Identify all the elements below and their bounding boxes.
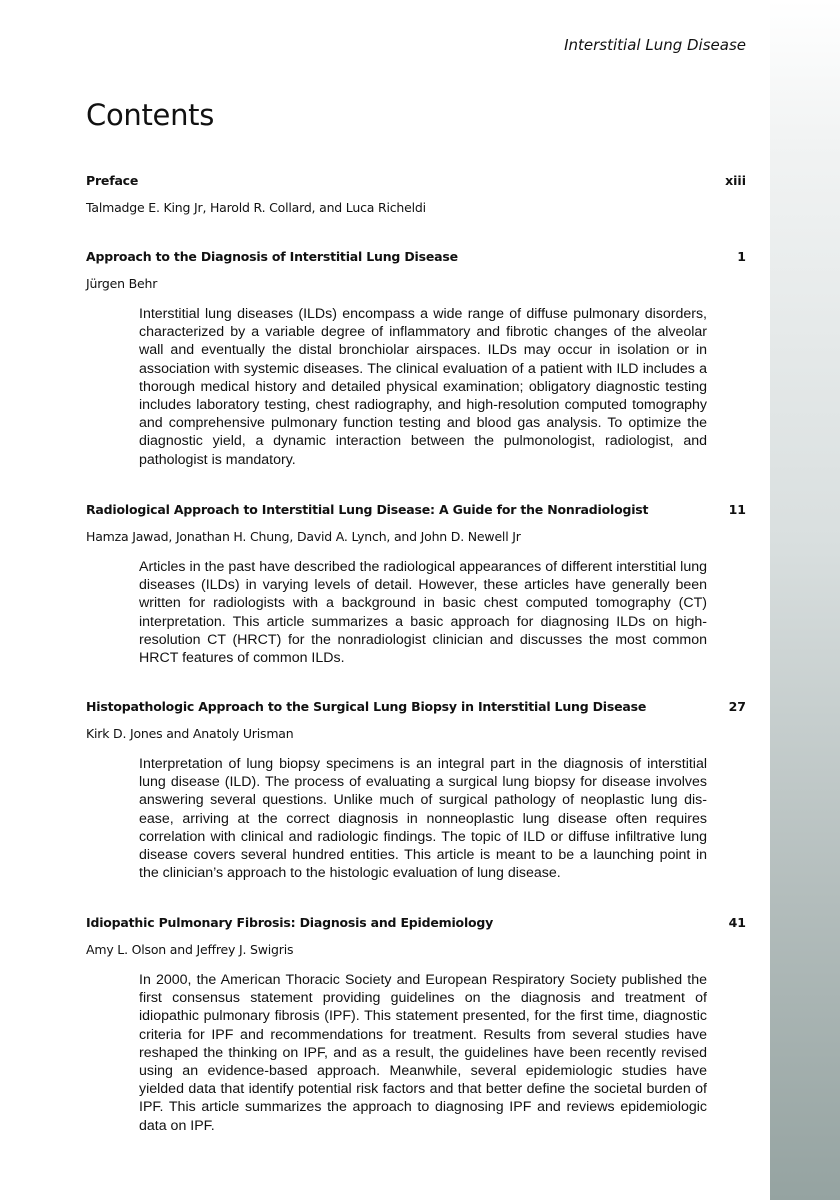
toc-entry-authors: Hamza Jawad, Jonathan H. Chung, David A. Lynch, and John D. Newell Jr — [86, 529, 521, 544]
toc-entry-title[interactable]: Histopathologic Approach to the Surgical Lung Biopsy in Interstitial Lung Disease — [86, 699, 647, 714]
toc-entry-authors: Jürgen Behr — [86, 276, 158, 291]
toc-entry-abstract: Interstitial lung diseases (ILDs) encompass a wide range of diffuse pulmonary disorders, characterized by a variable degree of inflammatory and fibrotic changes of the alveolar wall and eventually the distal bronchiolar airspaces. ILDs may occur in isolation or in association with systemic diseases. The clinical evaluation of a patient with ILD includes a thorough medical history and detailed physical examination; obligatory diagnostic testing includes laboratory testing, chest radiography, and high-resolution computed tomography and comprehensive pulmonary function testing and blood gas analysis. To optimize the diagnostic yield, a dynamic interaction between the pulmonologist, radiologist, and pathologist is mandatory. — [139, 306, 707, 468]
toc-entry-diagnosis-approach — [86, 249, 746, 469]
page-title: Contents — [86, 98, 215, 132]
toc-entry-page-number[interactable]: 27 — [728, 699, 746, 714]
toc-entry-heading — [86, 249, 746, 271]
running-header: Interstitial Lung Disease — [564, 36, 746, 54]
toc-entry-authors: Kirk D. Jones and Anatoly Urisman — [86, 726, 294, 741]
toc-entry-authors: Amy L. Olson and Jeffrey J. Swigris — [86, 942, 294, 957]
toc-entry-page-number[interactable]: xiii — [725, 173, 746, 188]
toc-entry-abstract: Articles in the past have described the radiological appearances of different interstitial lung diseases (ILDs) in varying levels of detail. However, these articles have generally been written for radiologists with a background in basic chest computed tomography (CT) interpretation. This article summarizes a basic approach for diagnosing ILDs on high-resolution CT (HRCT) for the nonradiologist clinician and discusses the most common HRCT features of common ILDs. — [139, 559, 707, 667]
toc-entry-heading — [86, 502, 746, 524]
toc-entry-title[interactable]: Preface — [86, 173, 139, 188]
toc-entry-title[interactable]: Idiopathic Pulmonary Fibrosis: Diagnosis and Epidemiology — [86, 915, 494, 930]
toc-entry-heading — [86, 915, 746, 937]
toc-entry-radiological-approach — [86, 502, 746, 667]
toc-entry-page-number[interactable]: 1 — [737, 249, 746, 264]
side-gradient-band — [770, 0, 840, 1200]
toc-entry-heading — [86, 173, 746, 195]
toc-entry-heading — [86, 699, 746, 721]
toc-entry-title[interactable]: Approach to the Diagnosis of Interstitial Lung Disease — [86, 249, 458, 264]
toc-entry-abstract: Interpretation of lung biopsy specimens is an integral part in the diagnosis of interstitial lung disease (ILD). The process of evaluating a surgical lung biopsy for disease involves answering several questions. Unlike much of surgical pathology of neoplastic lung disease, arriving at the correct diagnosis in nonneoplastic lung disease often requires correlation with clinical and radiologic findings. The topic of ILD or diffuse infiltrative lung disease covers several hundred entities. This article is meant to be a launching point in the clinician’s approach to the histologic evaluation of lung disease. — [139, 756, 707, 882]
toc-entry-histopathologic-approach — [86, 699, 746, 882]
toc-entry-preface — [86, 173, 746, 215]
toc-entry-authors: Talmadge E. King Jr, Harold R. Collard, and Luca Richeldi — [86, 200, 426, 215]
toc-entry-title[interactable]: Radiological Approach to Interstitial Lung Disease: A Guide for the Nonradiologist — [86, 502, 649, 517]
toc-entry-page-number[interactable]: 11 — [728, 502, 746, 517]
toc-entry-page-number[interactable]: 41 — [728, 915, 746, 930]
toc-entry-abstract: In 2000, the American Thoracic Society and European Respiratory Society published the first consensus statement providing guidelines on the diagnosis and treatment of idiopathic pulmonary fibrosis (IPF). This statement presented, for the first time, diagnostic criteria for IPF and recommendations for treatment. Results from several studies have reshaped the thinking on IPF, and as a result, the guidelines have been recently revised using an evidence-based approach. Meanwhile, several epidemiologic studies have yielded data that identify potential risk factors and that better define the societal burden of IPF. This article summarizes the approach to diagnosing IPF and reviews epidemiologic data on IPF. — [139, 972, 707, 1134]
toc-entry-ipf-diagnosis — [86, 915, 746, 1135]
